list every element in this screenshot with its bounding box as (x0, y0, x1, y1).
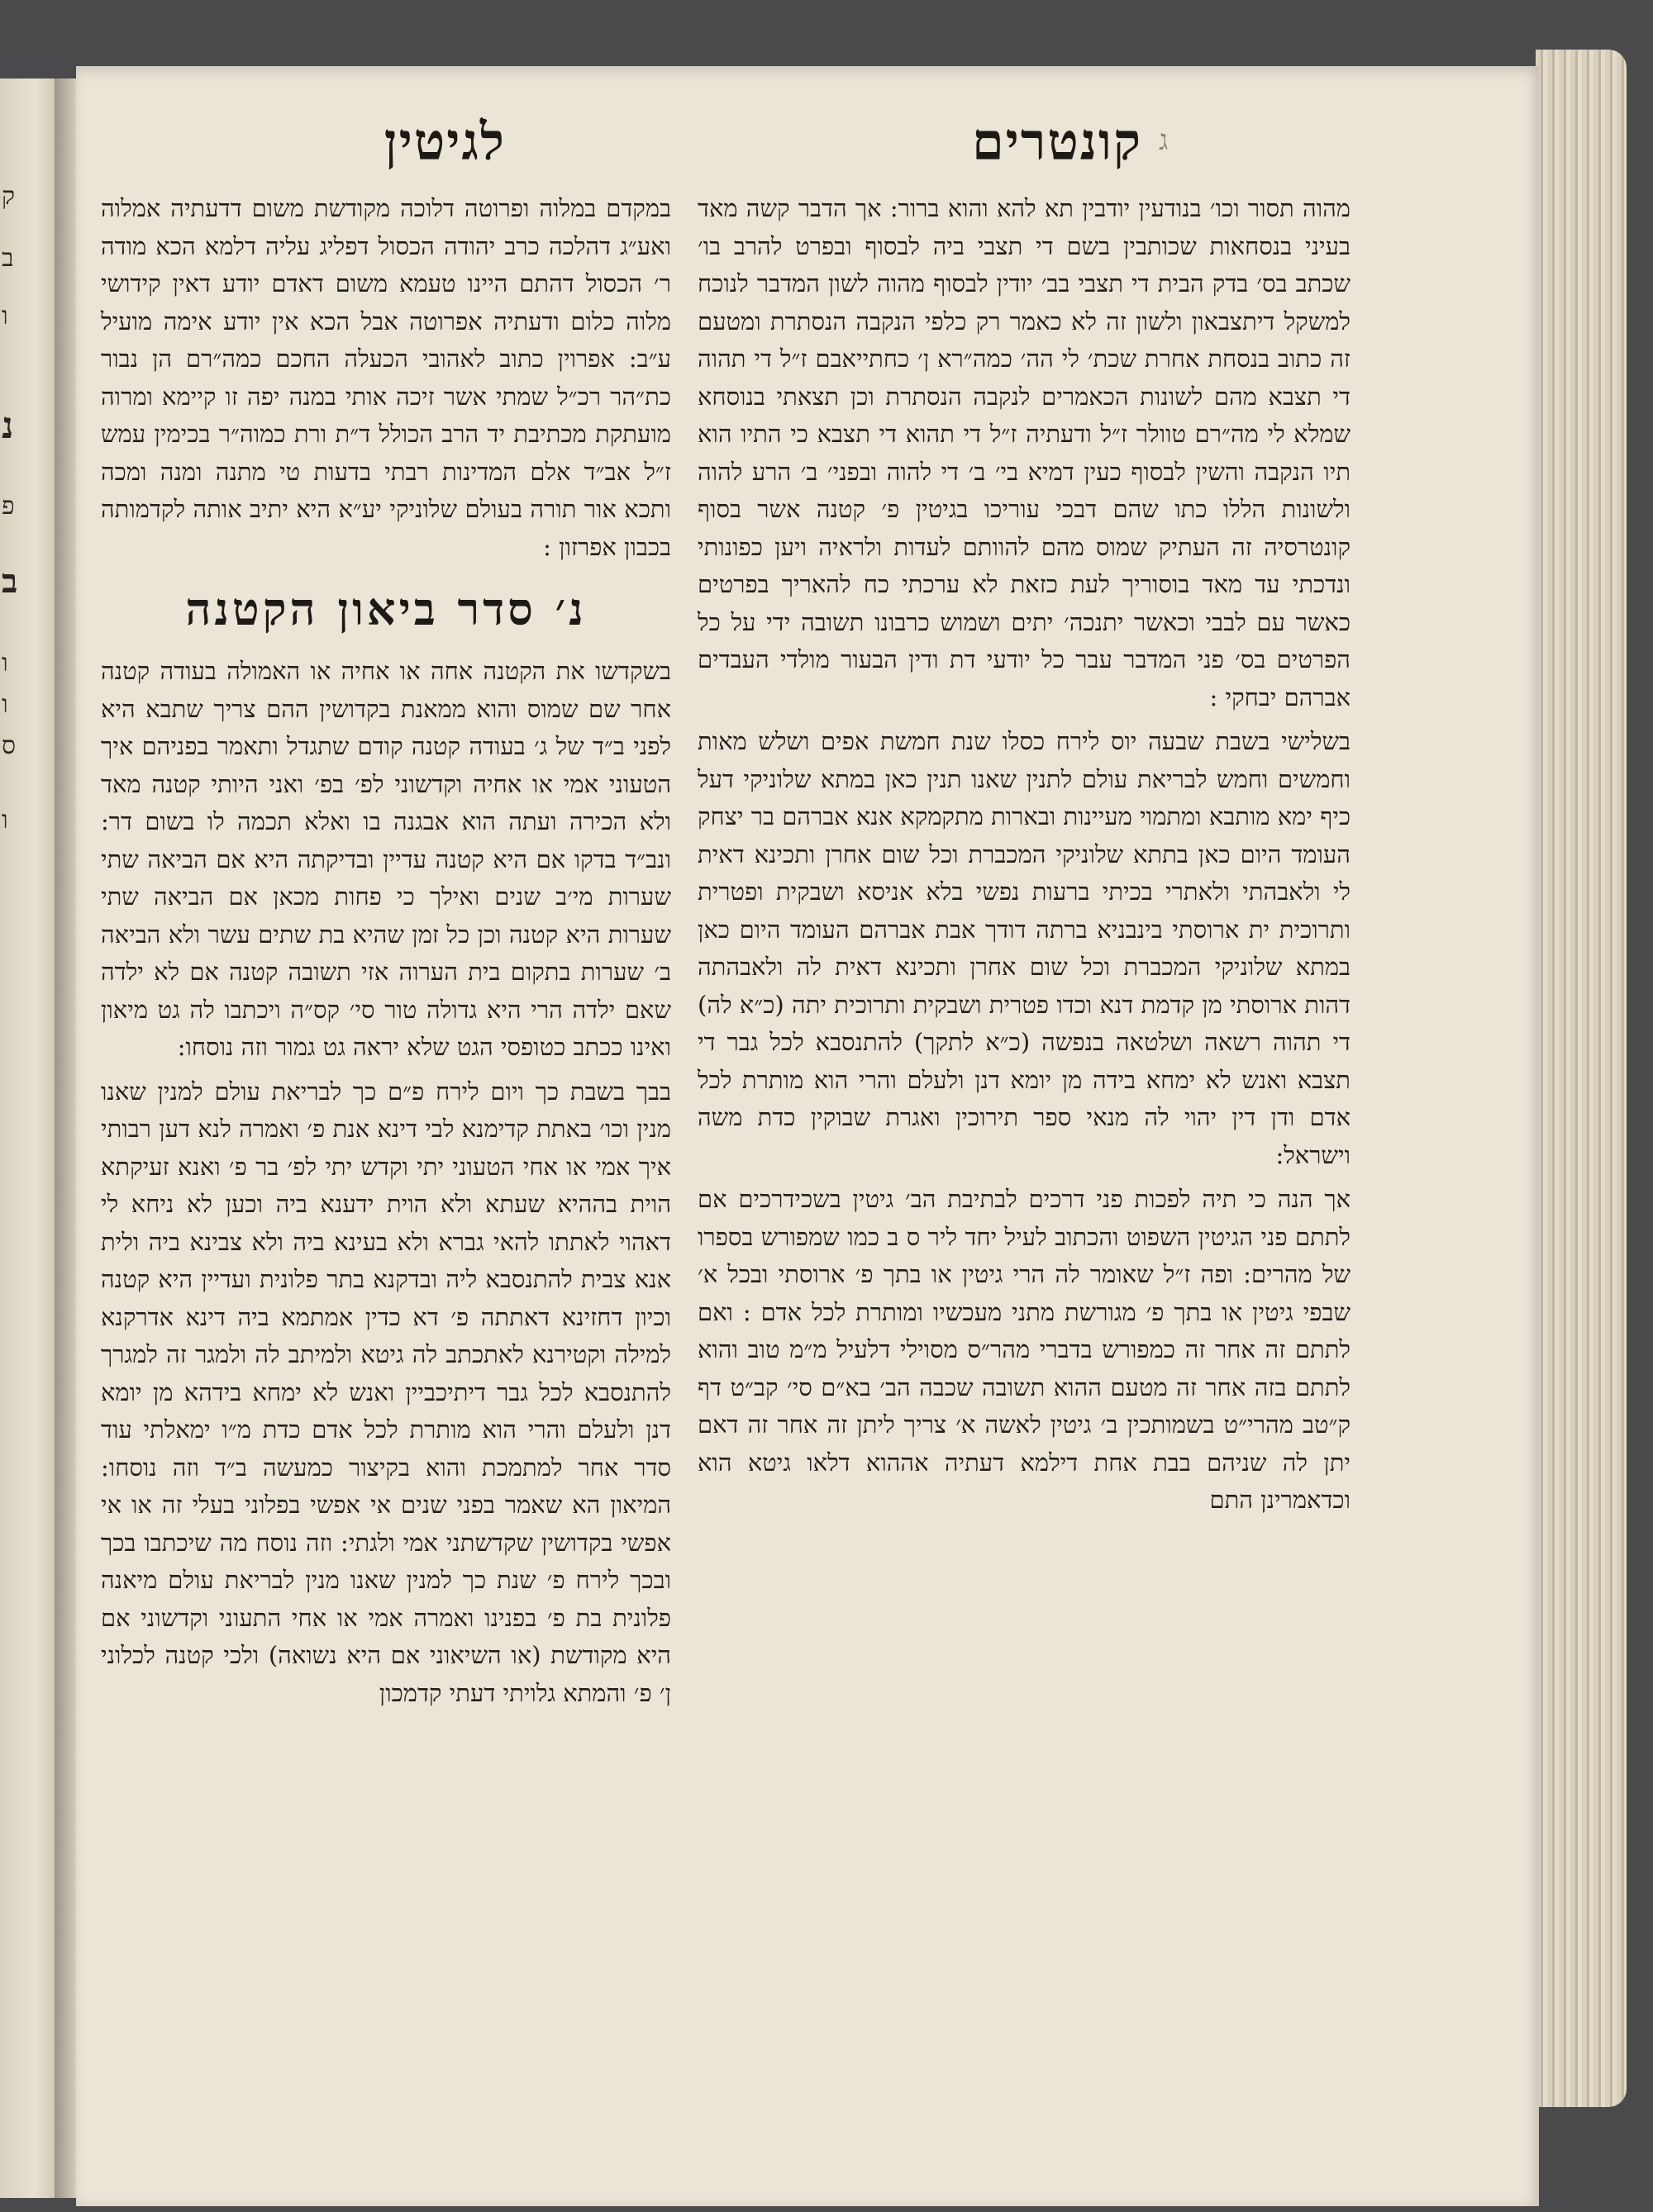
right-column (698, 190, 1351, 1884)
paragraph: אך הנה כי תיה לפכות פני דרכים לבתיבת הב׳ גיטין בשכידרכים אם לתתם פני הגיטין השפוט והכתוב לעיל יחד ליר ס ב כמו שמפורש בספרו של מהרים: ופה ז״ל שאומר לה הרי גיטין או בתך פ׳ ארוסתי ובכל א׳ שבפי גיטין או בתך פ׳ מגורשת מתני מעכשיו ומותרת לכל אדם : ואם לתתם זה אחר זה כמפורש בדברי מהר״ס מסוילי דלעיל מ״מ טוב והוא לתתם בזה אחר זה מטעם ההוא תשובה שכבה הב׳ בא״ם סי׳ קב״ט דף ק״טב מהרי״ט בשמותכין ב׳ גיטין לאשה א׳ צריך ליתן זה אחר זה דאם יתן לה שניהם בבת אחת דילמא דעתיה אההוא דלאו גיטא הוא וכדאמרינן התם (698, 1185, 1351, 1514)
prev-page-fragment: ו (2, 649, 8, 678)
prev-page-fragment: פ (2, 492, 15, 521)
book-page (76, 66, 1539, 2206)
prev-page-fragment: נ (2, 405, 14, 447)
prev-page-fragment: ק (2, 182, 16, 211)
paragraph: בבך בשבת כך ויום לירח פ״ם כך לבריאת עולם למנין שאנו מנין וכו׳ באתת קדימנא לבי דינא אנת פ׳ ואמרה לנא דען רבותי איך אמי או אחי הטעוני יתי וקדש יתי לפ׳ בר פ׳ ואנא זעיקתא הוית בההיא שעתא ולא הוית ידענא ביה וכען לא ניחא לי דאהוי לאתתו להאי גברא ולא בעינא ביה ולא צבינא ביה ולית אנא צבית להתנסבא ליה ובדקנא בתר פלונית ועדיין היא קטנה וכיון דחזינא דאתתה פ׳ דא כדין אמתמא ביה דינא אדרקנא למילה וקטירנא לאתכתב לה גיטא ולמיתב לה ולמגר זה למגרך להתנסבא לכל גבר דיתיכביין ואנש לא ימחא בידהא מן יומא דנן ולעלם והרי הוא מותרת לכל אדם כדת מ״ו ימאלתי עוד סדר אחר למתמכת והוא בקיצור כמעשה ב״ד וזה נוסחו: המיאון הא שאמר בפני שנים אי אפשי בפלוני בעלי זה או אי אפשי בקדושין שקדשתני אמי ולגתי: וזה נוסח מה שיכתבו בכך ובכך לירח פ׳ שנת כך למנין שאנו מנין לבריאת עולם מיאנה פלונית בת פ׳ בפנינו ואמרה אמי או אחי התעוני וקדשוני אם היא מקודשת (או השיאוני אם היא נשואה) ולכי קטנה לכלוני ן׳ פ׳ והמתא גלויתי דעתי קדמכון (101, 1077, 672, 1707)
left-column-intro (101, 190, 671, 636)
left-column-body (101, 653, 671, 1892)
paragraph: מהוה תסור וכו׳ בנודעין יודבין תא להא והוא ברור: אך הדבר קשה מאד בעיני בנסחאות שכותבין בשם די תצבי ביה לבסוף ובפרט להרב בו׳ שכתב בס׳ בדק הבית די תצבי בב׳ יודין לבסוף מהוה לשון המדבר לנוכח למשקל דיתצבאון ולשון זה לא כאמר רק כלפי הנקבה הנסתרת ומטעם זה כתוב בנסחת אחרת שכת׳ לי הה׳ כמה״רא ן׳ כחתייאבם ז״ל די תהוה די תצבא מהם לשונות הכאמרים לנקבה הנסתרת וכן תצאתי בנוסחא שמלא לי מה״רם טוולר ז״ל ודעתיה ז״ל די תהוא די תצבא כי התיו הוא תיו הנקבה והשין לבסוף כעין דמיא בי׳ ב׳ די להוה ובפני׳ ב׳ הרע להוה ולשונות הללו כתו שהם דבכי עוריכו בגיטין פ׳ קטנה אשר בסוף קונטרסיה זה העתיק שמוס מהם להוותם לעדות ולראיה ויען כפונותי ונדכתי עד מאד בוסוריך לעת כזאת לא ערכתי כח להאריך בפרטים כאשר עם לבבי וכאשר יתנכה׳ יתים ושמוש כרבונו תשובה ידי על כל הפרטים בס׳ פני המדבר עבר כל יודעי דת ודין הבעור מולדי העבדים אברהם יבחקי : (698, 194, 1351, 711)
paragraph: בשלישי בשבת שבעה יוס לירח כסלו שנת חמשת אפים ושלש מאות וחמשים וחמש לבריאת עולם לתנין שאנו תנין כאן במתא שלוניקי דעל כיף ימא מותבא ומתמוי מעיינות ובארות מתקמקא אנא אברהם בר יצחק העומד היום כאן בתתא שלוניקי המכברת וכל שום אחרן ותכינא דאית לי ולאבהתי ולאתרי בכיתי ברעות נפשי בלא אניסא ושבקית ופטרית ותרוכית ית ארוסתי בינבניא ברתה דודך אבת אברהם העומד היום כאן במתא שלוניקי המכברת וכל שום אחרן ותכינא דאית לה ולאבהתה דהות ארוסתי מן קדמת דנא וכדו פטרית ושבקית ותרוכית יתה (כ״א לה) די תהוה רשאה ושלטאה בנפשה (כ״א לתקך) להתנסבא לכל גבר די תצבא ואנש לא ימחא בידה מן יומא דנן ולעלם והרי הוא מותרת לכל אדם ודן דין יהוי לה מנאי ספר תירוכין ואגרת שבוקין כדת משה וישראל: (698, 727, 1351, 1169)
prev-page-fragment: ו (2, 690, 8, 719)
running-head-right: קונטרים (971, 112, 1142, 172)
paragraph: בשקדשו את הקטנה אחה או אחיה או האמולה בעודה קטנה אחר שם שמוס והוא ממאנת בקדושין ההם צריך שתבא היא לפני ב״ד של ג׳ בעודה קטנה קודם שתגדל ותאמר בפניהם איך הטעוני אמי או אחיה וקדשוני לפ׳ בפ׳ ואני היותי קטנה מאד ולא הכירה ועתה הוא אבגנה בו ואלא תכמה לו בשום דר: ונב״ד בדקו אם היא קטנה עדיין ובדיקתה היא אם הביאה שתי שערות מי׳ב שנים ואילך כי פחות מכאן אם הביאה שתי שערות היא קטנה וכן כל זמן שהיא בת שתים עשר ולא הביאה ב׳ שערות בתקום בית הערוה אזי תשובה קטנה אם לא ילדה שאם ילדה הרי היא גדולה טור סי׳ קס״ה ויכתבו לה גט מיאון ואינו ככתב כטופסי הגט שלא יראה גט גמור וזה נוסחו: (101, 657, 671, 1061)
prev-page-fragment: ו (2, 302, 8, 331)
prev-page-fragment: ס (2, 731, 17, 760)
prev-page-fragment: ב (2, 562, 18, 601)
folio-mark: ג (1159, 124, 1169, 157)
paragraph: במקדם במלוה ופרוטה דלוכה מקודשת משום דדעתיה אמלוה ואע״ג דהלכה כרב יהודה הכסול דפליג עליה דלמא הכא מודה ר׳ הכסול דהתם היינו טעמא משום דאדם יודע דאין קידושי מלוה כלום ודעתיה אפרוטה אבל הכא אין יודע אימה מועיל ע״ב: אפרוין כתוב לאהובי הכעלה החכם כמה״רם הן נבור כת״הר רכ״ל שמתי אשר זיכה אותי במנה יפה זו קיימא ומרוה מועתקת מכתיבת יד הרב הכולל ד״ת ורת כמוה״ר בכימין עמש ז״ל אב״ד אלם המדינות רבתי בדעות טי מתנה ומנה ומכה ותכא אור תורה בעולם שלוניקי יע״א היא יתיב אותה לקדמותה בכבון אפרזון : (101, 194, 671, 561)
previous-page-edge (0, 78, 58, 2198)
running-head-left: לגיטין (383, 112, 506, 172)
page-stack-edge (1536, 50, 1627, 2107)
section-heading: נ׳ סדר ביאון הקטנה (185, 583, 587, 635)
prev-page-fragment: ו (2, 806, 8, 835)
prev-page-fragment: ב (2, 244, 14, 273)
